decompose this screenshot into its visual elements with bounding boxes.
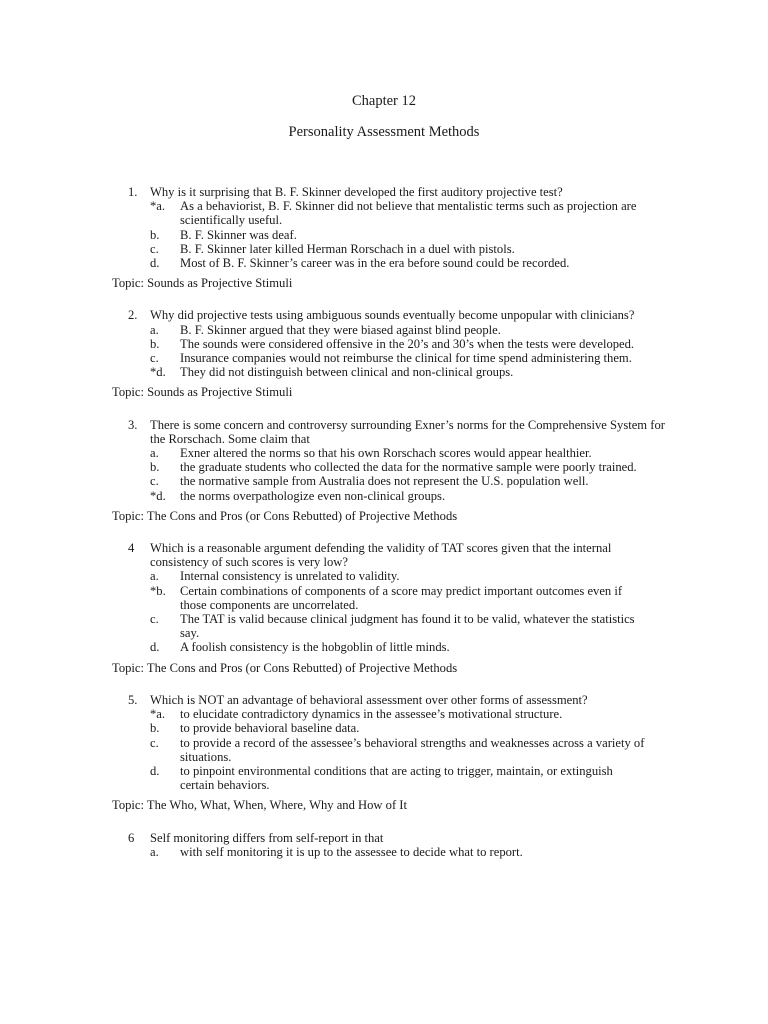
option-label: c. bbox=[150, 735, 159, 750]
question-number: 2. bbox=[128, 308, 138, 323]
option-label: d. bbox=[150, 256, 160, 271]
option-text: to provide a record of the assessee’s behavioral strengths and weaknesses across a variety of situations. bbox=[180, 735, 645, 764]
option-text: They did not distinguish between clinical and non-clinical groups. bbox=[180, 365, 514, 380]
question-stem bbox=[0, 831, 768, 845]
answer-option bbox=[0, 612, 768, 640]
option-label: *d. bbox=[150, 488, 166, 503]
answer-option bbox=[0, 474, 768, 488]
answer-option bbox=[0, 446, 768, 460]
option-label: a. bbox=[150, 446, 159, 461]
topic-label: Topic: Sounds as Projective Stimuli bbox=[112, 276, 293, 291]
option-label: b. bbox=[150, 721, 160, 736]
topic-label: Topic: The Cons and Pros (or Cons Rebutted) of Projective Methods bbox=[112, 508, 458, 523]
option-text: The sounds were considered offensive in the 20’s and 30’s when the tests were developed. bbox=[180, 336, 635, 351]
option-label: *d. bbox=[150, 365, 166, 380]
question-text: There is some concern and controversy surrounding Exner’s norms for the Comprehensive System for the Rorschach. Some claim that bbox=[150, 417, 665, 446]
answer-option bbox=[0, 736, 768, 764]
topic-label: Topic: Sounds as Projective Stimuli bbox=[112, 385, 293, 400]
question-text: Why is it surprising that B. F. Skinner developed the first auditory projective test? bbox=[150, 185, 563, 199]
question-text: Which is NOT an advantage of behavioral assessment over other forms of assessment? bbox=[150, 692, 588, 707]
answer-option bbox=[0, 845, 768, 859]
option-label: d. bbox=[150, 640, 160, 655]
option-label: *b. bbox=[150, 583, 166, 598]
option-text: Internal consistency is unrelated to validity. bbox=[180, 569, 400, 584]
option-text: A foolish consistency is the hobgoblin of little minds. bbox=[180, 640, 450, 655]
question-item bbox=[0, 308, 768, 379]
option-label: a. bbox=[150, 569, 159, 584]
question-stem bbox=[0, 693, 768, 707]
question-number: 5. bbox=[128, 692, 138, 707]
answer-option bbox=[0, 199, 768, 227]
answer-option bbox=[0, 365, 768, 379]
question-item bbox=[0, 831, 768, 859]
question-list bbox=[0, 185, 768, 865]
answer-option bbox=[0, 460, 768, 474]
question-item bbox=[0, 185, 768, 270]
option-text: the norms overpathologize even non-clinical groups. bbox=[180, 488, 446, 503]
answer-option bbox=[0, 489, 768, 503]
answer-option bbox=[0, 764, 768, 792]
option-text: Certain combinations of components of a score may predict important outcomes even if those components are uncorrelated. bbox=[180, 583, 623, 612]
option-text: Exner altered the norms so that his own Rorschach scores would appear healthier. bbox=[180, 446, 592, 461]
answer-option bbox=[0, 721, 768, 735]
answer-option bbox=[0, 256, 768, 270]
option-label: b. bbox=[150, 336, 160, 351]
option-text: with self monitoring it is up to the assessee to decide what to report. bbox=[180, 844, 523, 859]
answer-option bbox=[0, 228, 768, 242]
option-text: B. F. Skinner was deaf. bbox=[180, 227, 297, 242]
answer-option bbox=[0, 584, 768, 612]
question-number: 3. bbox=[128, 417, 138, 432]
topic-label: Topic: The Who, What, When, Where, Why and How of It bbox=[112, 798, 407, 813]
option-text: As a behaviorist, B. F. Skinner did not believe that mentalistic terms such as projection are scientifically useful. bbox=[180, 199, 637, 228]
option-text: the graduate students who collected the data for the normative sample were poorly trained. bbox=[180, 460, 637, 475]
answer-option bbox=[0, 569, 768, 583]
question-item bbox=[0, 418, 768, 503]
answer-option bbox=[0, 640, 768, 654]
answer-option bbox=[0, 707, 768, 721]
option-text: to provide behavioral baseline data. bbox=[180, 721, 360, 736]
option-text: B. F. Skinner argued that they were biased against blind people. bbox=[180, 322, 501, 337]
option-label: *a. bbox=[150, 199, 166, 214]
chapter-heading: Chapter 12 bbox=[351, 93, 417, 109]
question-stem bbox=[0, 185, 768, 199]
answer-option bbox=[0, 242, 768, 256]
question-stem bbox=[0, 541, 768, 569]
question-text: Self monitoring differs from self-report in that bbox=[150, 830, 384, 845]
option-text: Insurance companies would not reimburse the clinical for time spend administering them. bbox=[180, 351, 632, 366]
option-text: to elucidate contradictory dynamics in the assessee’s motivational structure. bbox=[180, 707, 563, 722]
question-number: 1. bbox=[128, 185, 138, 199]
answer-option bbox=[0, 323, 768, 337]
option-label: c. bbox=[150, 351, 159, 366]
option-label: c. bbox=[150, 612, 159, 627]
question-number: 6 bbox=[128, 830, 135, 845]
page-title: Personality Assessment Methods bbox=[288, 124, 480, 140]
option-label: c. bbox=[150, 241, 159, 256]
option-label: a. bbox=[150, 844, 159, 859]
option-text: to pinpoint environmental conditions that are acting to trigger, maintain, or extinguish certain behaviors. bbox=[180, 763, 613, 793]
question-number: 4 bbox=[128, 541, 135, 556]
answer-option bbox=[0, 337, 768, 351]
option-label: d. bbox=[150, 763, 160, 778]
option-text: The TAT is valid because clinical judgment has found it to be valid, whatever the statistics say. bbox=[180, 612, 635, 641]
option-text: B. F. Skinner later killed Herman Rorschach in a duel with pistols. bbox=[180, 241, 515, 256]
question-item bbox=[0, 693, 768, 792]
option-label: a. bbox=[150, 322, 159, 337]
question-stem bbox=[0, 308, 768, 322]
option-label: c. bbox=[150, 474, 159, 489]
topic-label: Topic: The Cons and Pros (or Cons Rebutted) of Projective Methods bbox=[112, 660, 458, 675]
option-text: Most of B. F. Skinner’s career was in the era before sound could be recorded. bbox=[180, 256, 570, 271]
question-text: Why did projective tests using ambiguous sounds eventually become unpopular with clinicians? bbox=[150, 308, 635, 323]
question-item bbox=[0, 541, 768, 655]
question-text: Which is a reasonable argument defending the validity of TAT scores given that the internal consistency of such scores is very low? bbox=[150, 541, 612, 570]
answer-option bbox=[0, 351, 768, 365]
question-stem bbox=[0, 418, 768, 446]
option-label: *a. bbox=[150, 707, 166, 722]
option-label: b. bbox=[150, 460, 160, 475]
option-label: b. bbox=[150, 227, 160, 242]
option-text: the normative sample from Australia does not represent the U.S. population well. bbox=[180, 474, 589, 489]
